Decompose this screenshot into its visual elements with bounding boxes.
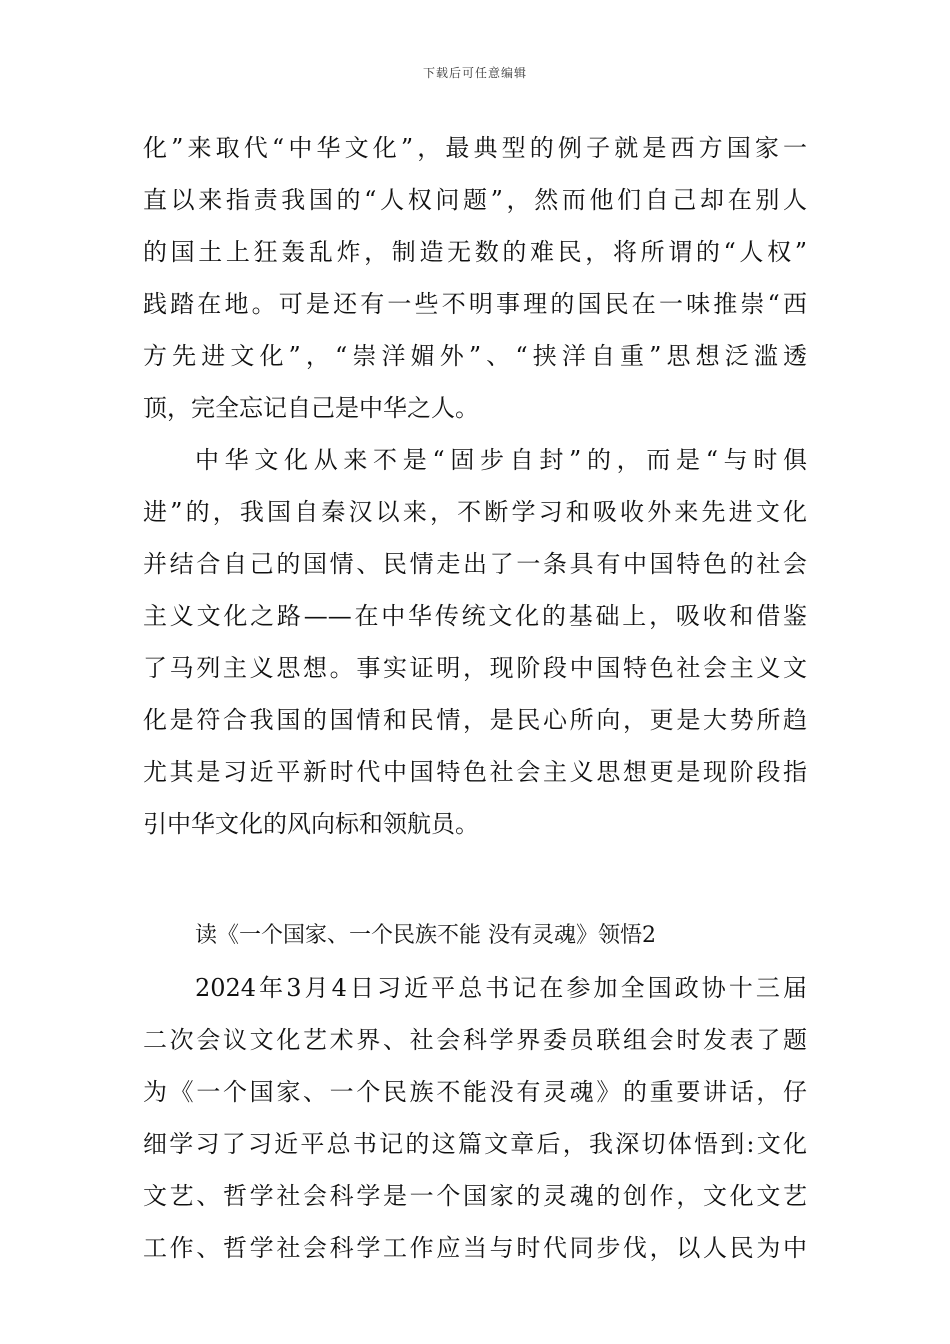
text-line: 为《一个国家、一个民族不能没有灵魂》的重要讲话，仔: [143, 1078, 807, 1106]
text-line: 了马列主义思想。事实证明，现阶段中国特色社会主义文: [143, 654, 807, 682]
text-line: 方先进文化”，“崇洋媚外”、“挟洋自重”思想泛滥透: [143, 342, 807, 370]
text-line: 主义文化之路——在中华传统文化的基础上，吸收和借鉴: [143, 602, 807, 630]
text-line: 尤其是习近平新时代中国特色社会主义思想更是现阶段指: [143, 758, 807, 786]
text-line: 进”的，我国自秦汉以来，不断学习和吸收外来先进文化: [143, 498, 807, 526]
text-line: 化是符合我国的国情和民情，是民心所向，更是大势所趋: [143, 706, 807, 734]
text-line: 的国土上狂轰乱炸，制造无数的难民，将所谓的“人权”: [143, 238, 807, 266]
text-line: 2024年3月4日习近平总书记在参加全国政协十三届: [195, 974, 807, 1002]
paragraph-3: [143, 962, 807, 1274]
text-line: 践踏在地。可是还有一些不明事理的国民在一味推崇“西: [143, 290, 807, 318]
text-line: 文艺、哲学社会科学是一个国家的灵魂的创作，文化文艺: [143, 1182, 807, 1210]
document-body: [143, 122, 807, 1274]
text-line: 并结合自己的国情、民情走出了一条具有中国特色的社会: [143, 550, 807, 578]
text-line: 直以来指责我国的“人权问题”，然而他们自己却在别人: [143, 186, 807, 214]
text-line: 细学习了习近平总书记的这篇文章后，我深切体悟到:文化: [143, 1130, 807, 1158]
section-gap: [143, 850, 807, 910]
paragraph-1: [143, 122, 807, 434]
paragraph-2: [143, 434, 807, 850]
text-line: 工作、哲学社会科学工作应当与时代同步伐，以人民为中: [143, 1234, 807, 1262]
text-line: 化”来取代“中华文化”，最典型的例子就是西方国家一: [143, 134, 807, 162]
text-line: 引中华文化的风向标和领航员。: [143, 810, 479, 838]
text-line: 二次会议文化艺术界、社会科学界委员联组会时发表了题: [143, 1026, 807, 1054]
text-line: 中华文化从来不是“固步自封”的，而是“与时俱: [195, 446, 807, 474]
page-header: 下载后可任意编辑: [422, 66, 527, 80]
section-heading: 读《一个国家、一个民族不能 没有灵魂》领悟2: [195, 923, 656, 948]
text-line: 顶，完全忘记自己是中华之人。: [143, 394, 479, 422]
